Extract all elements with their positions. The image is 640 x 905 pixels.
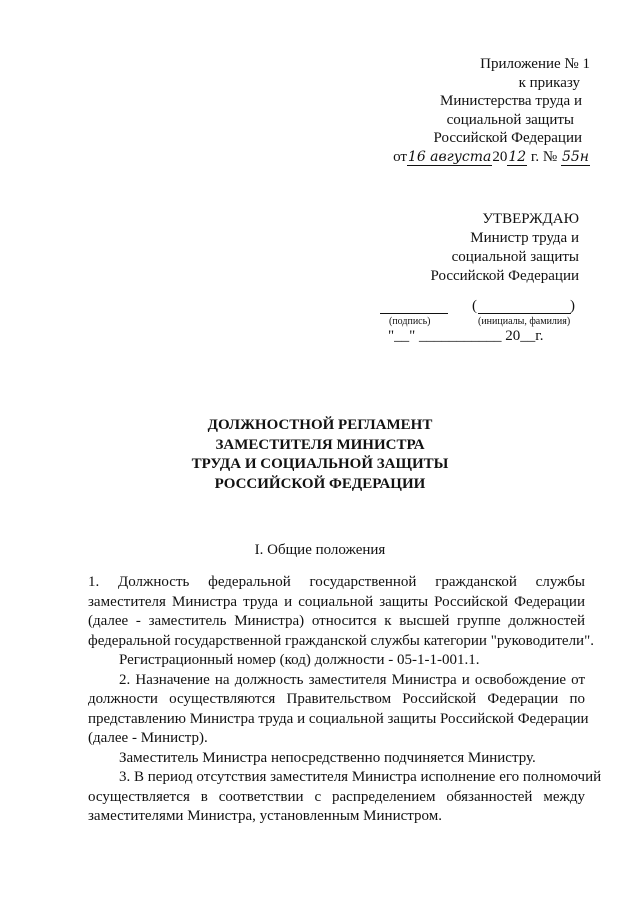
document-title bbox=[90, 416, 550, 494]
title-line2: ЗАМЕСТИТЕЛЯ МИНИСТРА bbox=[215, 436, 425, 453]
body-line: заместителями Министра, установленным Министром. bbox=[88, 808, 442, 824]
signature-line bbox=[380, 313, 448, 314]
title-line1: ДОЛЖНОСТНОЙ РЕГЛАМЕНТ bbox=[207, 417, 433, 433]
appendix-to-order: к приказу bbox=[518, 74, 580, 91]
body-line: должности осуществляются Правительством Российской Федерации по bbox=[88, 691, 585, 707]
section-heading: I. Общие положения bbox=[254, 542, 386, 558]
body-line: осуществляется в соответствии с распределением обязанностей между bbox=[88, 788, 585, 805]
handwritten-date: 16 августа bbox=[407, 148, 492, 165]
approval-date-line: "__" ___________ 20__г. bbox=[388, 328, 544, 344]
appendix-block bbox=[380, 55, 590, 166]
number-prefix: г. № bbox=[530, 148, 558, 165]
approval-position-line1: Министр труда и bbox=[470, 230, 579, 246]
initials-line bbox=[478, 313, 571, 314]
appendix-number: Приложение № 1 bbox=[480, 56, 590, 72]
handwritten-number: 55н bbox=[561, 148, 589, 165]
initials-caption: (инициалы, фамилия) bbox=[478, 316, 571, 327]
approval-position-line2: социальной защиты bbox=[451, 249, 579, 265]
approval-position-line3: Российской Федерации bbox=[430, 268, 579, 284]
date-prefix: от bbox=[393, 148, 407, 165]
body-line: 2. Назначение на должность заместителя Министра и освобождение от bbox=[119, 671, 585, 688]
body-line: 3. В период отсутствия заместителя Министра исполнение его полномочий bbox=[119, 769, 602, 785]
year-prefix: 20 bbox=[492, 148, 508, 165]
body-line: 1. Должность федеральной государственной гражданской службы bbox=[88, 574, 585, 590]
body-line: Заместитель Министра непосредственно подчиняется Министру. bbox=[119, 749, 536, 766]
appendix-ministry-line1: Министерства труда и bbox=[440, 93, 582, 109]
body-line: представлению Министра труда и социальной защиты Российской Федерации bbox=[88, 710, 589, 727]
paren-close: ) bbox=[570, 298, 575, 314]
appendix-date-number bbox=[380, 148, 590, 167]
document-body bbox=[88, 573, 602, 827]
title-line4: РОССИЙСКОЙ ФЕДЕРАЦИИ bbox=[214, 475, 426, 492]
appendix-ministry-line3: Российской Федерации bbox=[433, 130, 582, 146]
approval-heading: УТВЕРЖДАЮ bbox=[482, 211, 579, 227]
approval-block bbox=[380, 210, 579, 286]
body-line: федеральной государственной гражданской службы категории "руководители". bbox=[88, 632, 594, 649]
body-line: (далее - заместитель Министра) относится к высшей группе должностей bbox=[88, 613, 585, 629]
signature-caption: (подпись) bbox=[389, 316, 431, 327]
appendix-ministry-line2: социальной защиты bbox=[446, 111, 574, 128]
body-line: Регистрационный номер (код) должности - 05-1-1-001.1. bbox=[119, 652, 480, 668]
body-line: заместителя Министра труда и социальной защиты Российской Федерации bbox=[88, 593, 585, 610]
title-line3: ТРУДА И СОЦИАЛЬНОЙ ЗАЩИТЫ bbox=[191, 456, 449, 472]
handwritten-year: 12 bbox=[508, 148, 527, 165]
paren-open: ( bbox=[472, 298, 477, 314]
body-line: (далее - Министр). bbox=[88, 730, 208, 746]
